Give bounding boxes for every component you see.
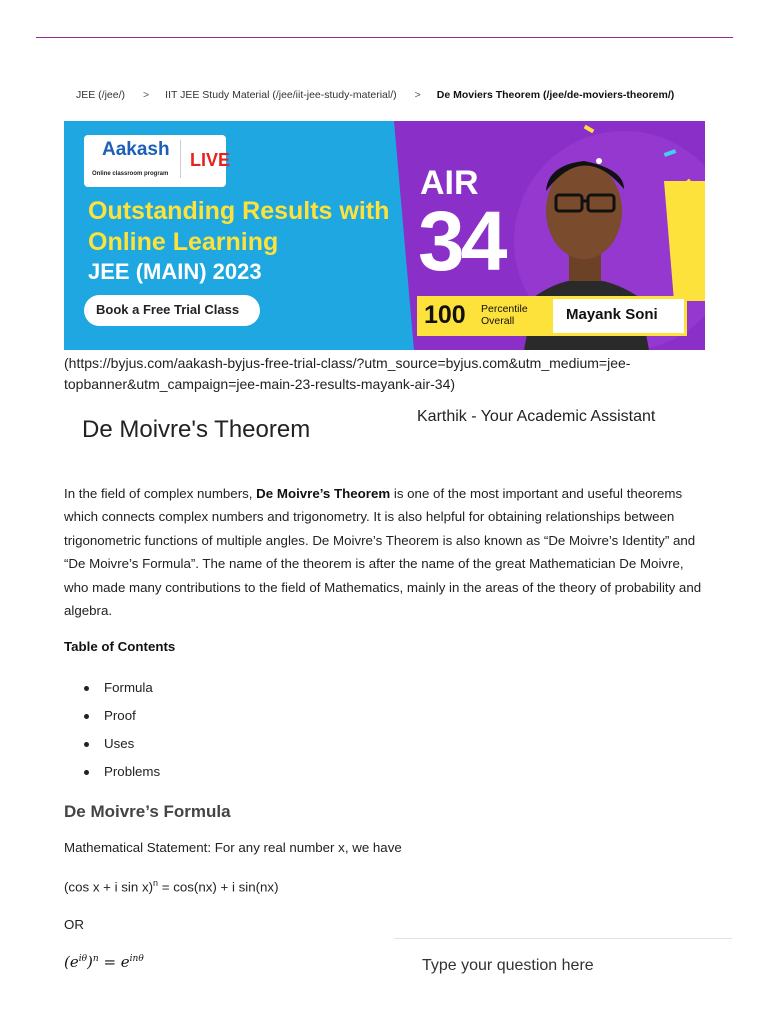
academic-assistant-label: Karthik - Your Academic Assistant <box>417 408 656 425</box>
chevron-right-icon: > <box>414 89 421 101</box>
student-name: Mayank Soni <box>566 306 658 323</box>
aakash-logo-subtitle: Online classroom program <box>92 171 169 177</box>
toc-item-uses[interactable] <box>80 730 160 758</box>
toc-item-label: Proof <box>104 708 136 723</box>
banner-exam: JEE (MAIN) 2023 <box>88 259 262 284</box>
toc-list <box>80 674 160 786</box>
intro-paragraph <box>64 482 704 622</box>
formula-trig-left: (cos x + i sin x) <box>64 879 154 895</box>
toc-heading: Table of Contents <box>64 639 176 654</box>
formula-exp-equals: = e <box>98 953 130 971</box>
toc-item-problems[interactable] <box>80 758 160 786</box>
formula-section-heading: De Moivre’s Formula <box>64 802 231 821</box>
question-divider <box>394 938 732 939</box>
formula-exp-base: (e <box>64 953 79 971</box>
toc-item-label: Uses <box>104 736 135 751</box>
intro-text-1: In the field of complex numbers, <box>64 486 257 501</box>
toc-item-label: Formula <box>104 680 153 695</box>
intro-text-2: is one of the most important and useful theorems which connects complex numbers and trigonometry. It is also helpful for obtaining relationships between trigonometric functions of multiple angles. De Moivre’s Theorem is also known as “De Moivre’s Identity” and “De Moivre’s Formula”. The name of the theorem is after the name of the great Mathematician De Moivre, who made many contributions to the field of Mathematics, mainly in the areas of the theory of probability and algebra. <box>64 486 702 619</box>
formula-trig-exponent: n <box>153 878 159 888</box>
formula-trig <box>64 878 279 894</box>
bullet-icon <box>84 686 89 691</box>
percentile-label: Percentile Overall <box>481 303 528 327</box>
air-rank: 34 <box>418 194 504 288</box>
formula-statement: Mathematical Statement: For any real number x, we have <box>64 840 402 855</box>
book-free-trial-label: Book a Free Trial Class <box>96 302 240 317</box>
breadcrumb-study-material-link[interactable]: IIT JEE Study Material (/jee/iit-jee-study-material/) <box>165 89 397 101</box>
air-label: AIR <box>420 164 479 202</box>
toc-item-proof[interactable] <box>80 702 160 730</box>
toc-item-label: Problems <box>104 764 161 779</box>
aakash-logo-text: Aakash <box>102 139 170 160</box>
bullet-icon <box>84 770 89 775</box>
breadcrumb-jee-link[interactable]: JEE (/jee/) <box>76 89 126 101</box>
chevron-right-icon: > <box>143 89 150 101</box>
formula-exp-power3: inθ <box>129 954 144 964</box>
or-text: OR <box>64 917 84 932</box>
formula-exponential <box>64 953 144 971</box>
formula-trig-right: = cos(nx) + i sin(nx) <box>158 879 279 895</box>
formula-exp-close: ) <box>87 953 93 971</box>
top-divider <box>36 37 733 38</box>
banner-link[interactable]: (https://byjus.com/aakash-byjus-free-trial-class/?utm_source=byjus.com&utm_medium=jee-topbanner&utm_campaign=jee-main-23-results-mayank-air-34) <box>64 355 631 392</box>
question-input[interactable] <box>420 948 724 984</box>
formula-exp-power2: n <box>92 954 99 964</box>
intro-bold-term: De Moivre’s Theorem <box>256 486 391 501</box>
banner-headline: Outstanding Results with Online Learning <box>88 197 390 256</box>
formula-exp-power1: iθ <box>78 954 88 964</box>
bullet-icon <box>84 714 89 719</box>
breadcrumb <box>76 89 674 101</box>
breadcrumb-current-page[interactable]: De Moviers Theorem (/jee/de-moviers-theorem/) <box>436 89 675 101</box>
bullet-icon <box>84 742 89 747</box>
toc-item-formula[interactable] <box>80 674 160 702</box>
live-badge: LIVE <box>190 150 231 170</box>
percentile-value: 100 <box>424 301 466 329</box>
page-title: De Moivre's Theorem <box>82 416 311 443</box>
